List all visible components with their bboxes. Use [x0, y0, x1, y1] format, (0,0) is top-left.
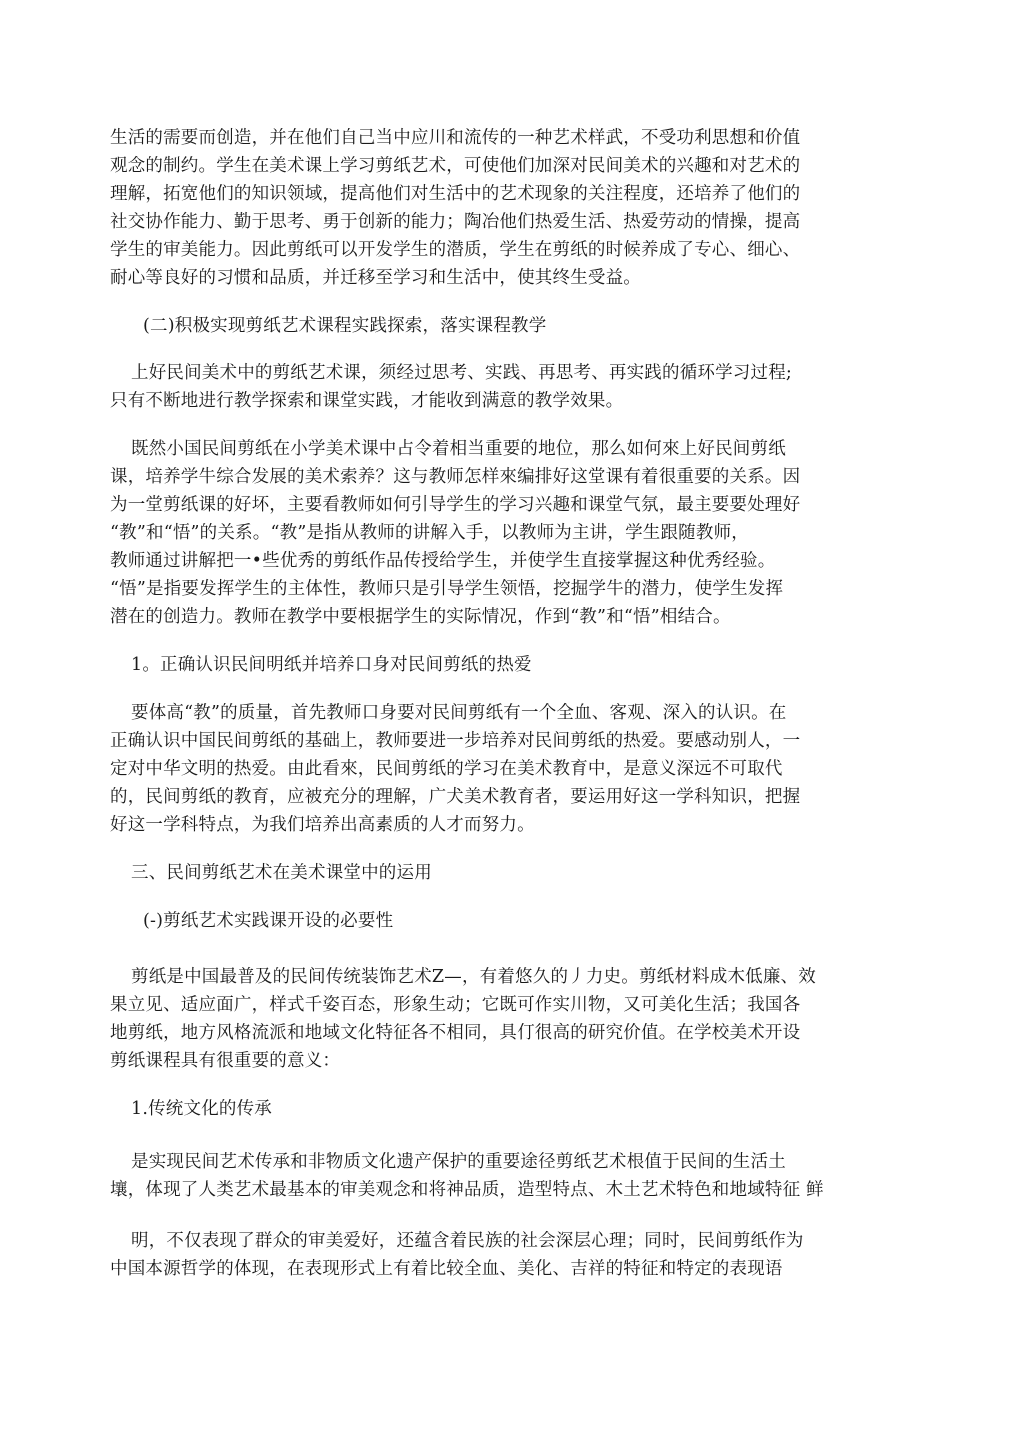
- text-line: 剪纸课程具有很重要的意义：: [110, 1051, 341, 1071]
- text-line: 耐心等良好的习惯和品质，并迁移至学习和生活中，使其终生受益。: [110, 268, 641, 288]
- text-line: “教”和“悟”的关系。“教”是指从教师的讲解入手，以教师为主讲，学生跟随教师，: [110, 523, 749, 543]
- text-line: 理解，拓宽他们的知识领域，提高他们对生活中的艺术现象的关注程度，还培养了他们的: [110, 184, 801, 204]
- section-heading: 三、民间剪纸艺术在美术课堂中的运用: [131, 863, 432, 883]
- section-heading: 1。正确认识民间明纸并培养口身对民间剪纸的热爱: [131, 655, 532, 675]
- text-line: 既然小国民间剪纸在小学美术课中占令着相当重要的地位，那么如何來上好民间剪纸: [131, 439, 786, 459]
- text-line: 地剪纸，地方风格流派和地域文化特征各不相同，具仃很高的研究价值。在学校美术开设: [110, 1023, 801, 1043]
- text-line: 教师通过讲解把一•些优秀的剪纸作品传授给学生，并使学生直接掌握这种优秀经验。: [110, 551, 776, 571]
- text-line: 明，不仅表现了群众的审美爱好，还蕴含着民族的社会深层心理；同时，民间剪纸作为: [131, 1231, 804, 1251]
- text-line: 潜在的创造力。教师在教学中要根据学生的实际情况，作到“教”和“悟”相结合。: [110, 607, 731, 627]
- text-line: 果立见、适应面广，样式千姿百态，形象生动；它既可作实川物，又可美化生活；我国各: [110, 995, 801, 1015]
- text-line: 上好民间美术中的剪纸艺术课，须经过思考、实践、再思考、再实践的循环学习过程;: [131, 363, 792, 383]
- text-line: 中国本源哲学的体现，在表现形式上有着比较全血、美化、吉祥的特征和特定的表现语: [110, 1259, 783, 1279]
- text-line: 观念的制约。学生在美术课上学习剪纸艺术，可使他们加深对民间美术的兴趣和对艺术的: [110, 156, 801, 176]
- text-line: 剪纸是中国最普及的民间传统装饰艺术Z—，有着悠久的丿力史。剪纸材料成木低廉、效: [131, 967, 816, 987]
- text-line: 正确认识中国民间剪纸的基础上，教师要进一步培养对民间剪纸的热爱。要感动别人，一: [110, 731, 801, 751]
- section-heading: (-)剪纸艺术实践课开设的必要性: [143, 911, 394, 931]
- text-line: 壤，体现了人类艺术最基本的审美观念和将神品质，造型特点、木土艺术特色和地域特征 鲜: [110, 1180, 824, 1200]
- text-line: 定对中华文明的热爱。由此看來，民间剪纸的学习在美术教育中，是意义深远不可取代: [110, 759, 783, 779]
- text-line: 课，培养学牛综合发展的美术索养？这与教师怎样來编排好这堂课有着很重要的关系。因: [110, 467, 801, 487]
- text-line: 为一堂剪纸课的好坏，主要看教师如何引导学生的学习兴趣和课堂气氛，最主要要处理好: [110, 495, 801, 515]
- section-heading: (二)积极实现剪纸艺术课程实践探索，落实课程教学: [143, 316, 547, 336]
- text-line: 的，民间剪纸的教育，应被充分的理解，广犬美术教育者，要运用好这一学科知识，把握: [110, 787, 801, 807]
- text-line: 只有不断地进行教学探索和课堂实践，才能收到满意的教学效果。: [110, 391, 624, 411]
- text-line: 好这一学科特点，为我们培养出高素质的人才而努力。: [110, 815, 535, 835]
- text-line: 生活的需要而创造，并在他们自己当中应川和流传的一种艺术样武，不受功利思想和价值: [110, 128, 801, 148]
- text-line: 学生的审美能力。因此剪纸可以开发学生的潜质，学生在剪纸的时候养成了专心、细心、: [110, 240, 801, 260]
- text-line: 是实现民间艺术传承和非物质文化遗产保护的重要途径剪纸艺术根值于民间的生活土: [131, 1152, 786, 1172]
- text-line: “悟”是指要发挥学生的主体性，教师只是引导学生领悟，挖掘学牛的潜力，使学生发挥: [110, 579, 784, 599]
- section-heading: 1.传统文化的传承: [131, 1099, 272, 1119]
- text-line: 社交协作能力、勤于思考、勇于创新的能力；陶冶他们热爱生活、热爱劳动的情操，提高: [110, 212, 801, 232]
- text-line: 要体高“教”的质量，首先教师口身要对民间剪纸有一个全血、客观、深入的认识。在: [131, 703, 787, 723]
